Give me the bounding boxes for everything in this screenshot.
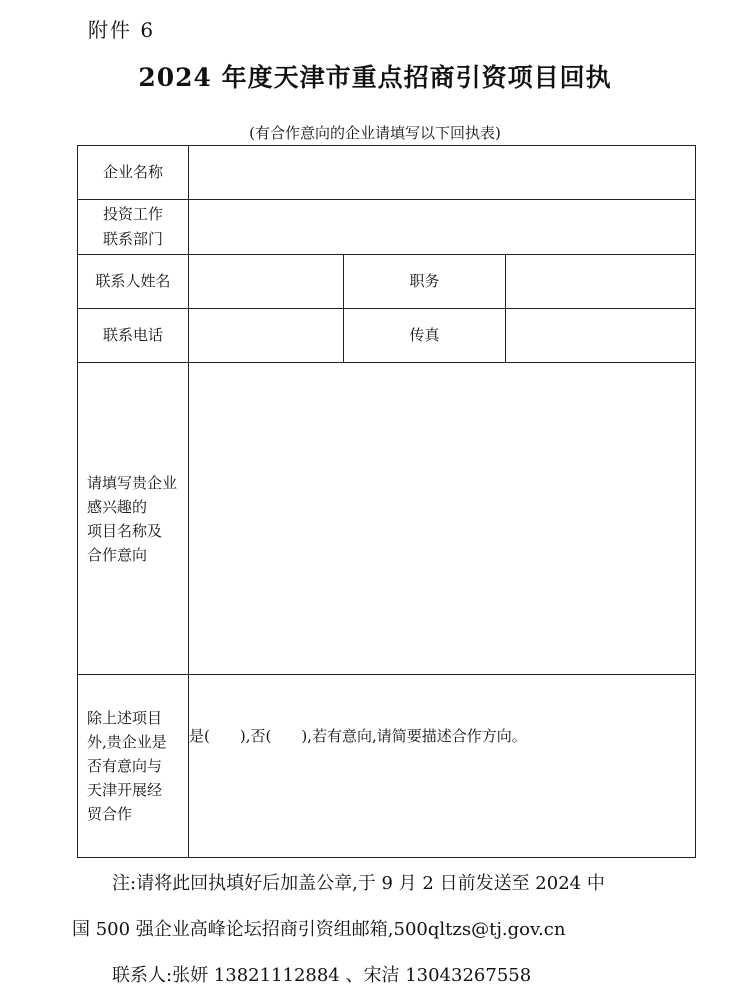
interest-label-line-1: 请填写贵企业感兴趣的 bbox=[87, 473, 178, 516]
other-cooperation-answer: 是( ),否( ),若有意向,请简要描述合作方向。 bbox=[189, 727, 527, 745]
position-label: 职务 bbox=[344, 255, 506, 309]
phone-label: 联系电话 bbox=[78, 309, 189, 363]
other-label-line-4: 天津开展经 bbox=[87, 781, 163, 799]
fax-label: 传真 bbox=[344, 309, 506, 363]
row-contact-name bbox=[78, 255, 696, 309]
department-label-line-1: 投资工作 bbox=[102, 205, 163, 223]
fax-field[interactable] bbox=[506, 309, 696, 363]
footer-note-line-1: 注:请将此回执填好后加盖公章,于 9 月 2 日前发送至 2024 中 bbox=[112, 873, 605, 894]
row-other-cooperation bbox=[78, 675, 696, 858]
other-cooperation-field[interactable] bbox=[189, 675, 696, 858]
interest-label bbox=[78, 363, 189, 675]
row-interest bbox=[78, 363, 696, 675]
interest-field[interactable] bbox=[189, 363, 696, 675]
department-label-line-2: 联系部门 bbox=[102, 230, 163, 248]
department-field[interactable] bbox=[189, 200, 696, 255]
interest-label-line-2: 项目名称及 bbox=[87, 521, 163, 540]
row-phone bbox=[78, 309, 696, 363]
other-label-line-2: 外,贵企业是 bbox=[87, 733, 167, 751]
row-company-name bbox=[78, 146, 696, 200]
contact-name-label: 联系人姓名 bbox=[78, 255, 189, 309]
phone-field[interactable] bbox=[189, 309, 344, 363]
contact-name-field[interactable] bbox=[189, 255, 344, 309]
other-label-line-3: 否有意向与 bbox=[87, 757, 163, 775]
department-label bbox=[78, 200, 189, 255]
footer-contacts: 联系人:张妍 13821112884 、宋洁 13043267558 bbox=[112, 965, 532, 986]
annex-label: 附件 6 bbox=[88, 18, 156, 42]
page-title: 2024 年度天津市重点招商引资项目回执 bbox=[138, 63, 612, 92]
company-name-field[interactable] bbox=[189, 146, 696, 200]
footer-note-line-2: 国 500 强企业高峰论坛招商引资组邮箱,500qltzs@tj.gov.cn bbox=[72, 919, 566, 940]
company-name-label: 企业名称 bbox=[78, 146, 189, 200]
page-subtitle: (有合作意向的企业请填写以下回执表) bbox=[249, 124, 501, 142]
other-label-line-1: 除上述项目 bbox=[87, 709, 163, 727]
other-label-line-5: 贸合作 bbox=[87, 805, 133, 823]
receipt-form-table bbox=[77, 145, 696, 858]
interest-label-line-3: 合作意向 bbox=[87, 545, 148, 564]
row-department bbox=[78, 200, 696, 255]
position-field[interactable] bbox=[506, 255, 696, 309]
other-cooperation-label bbox=[78, 675, 189, 858]
